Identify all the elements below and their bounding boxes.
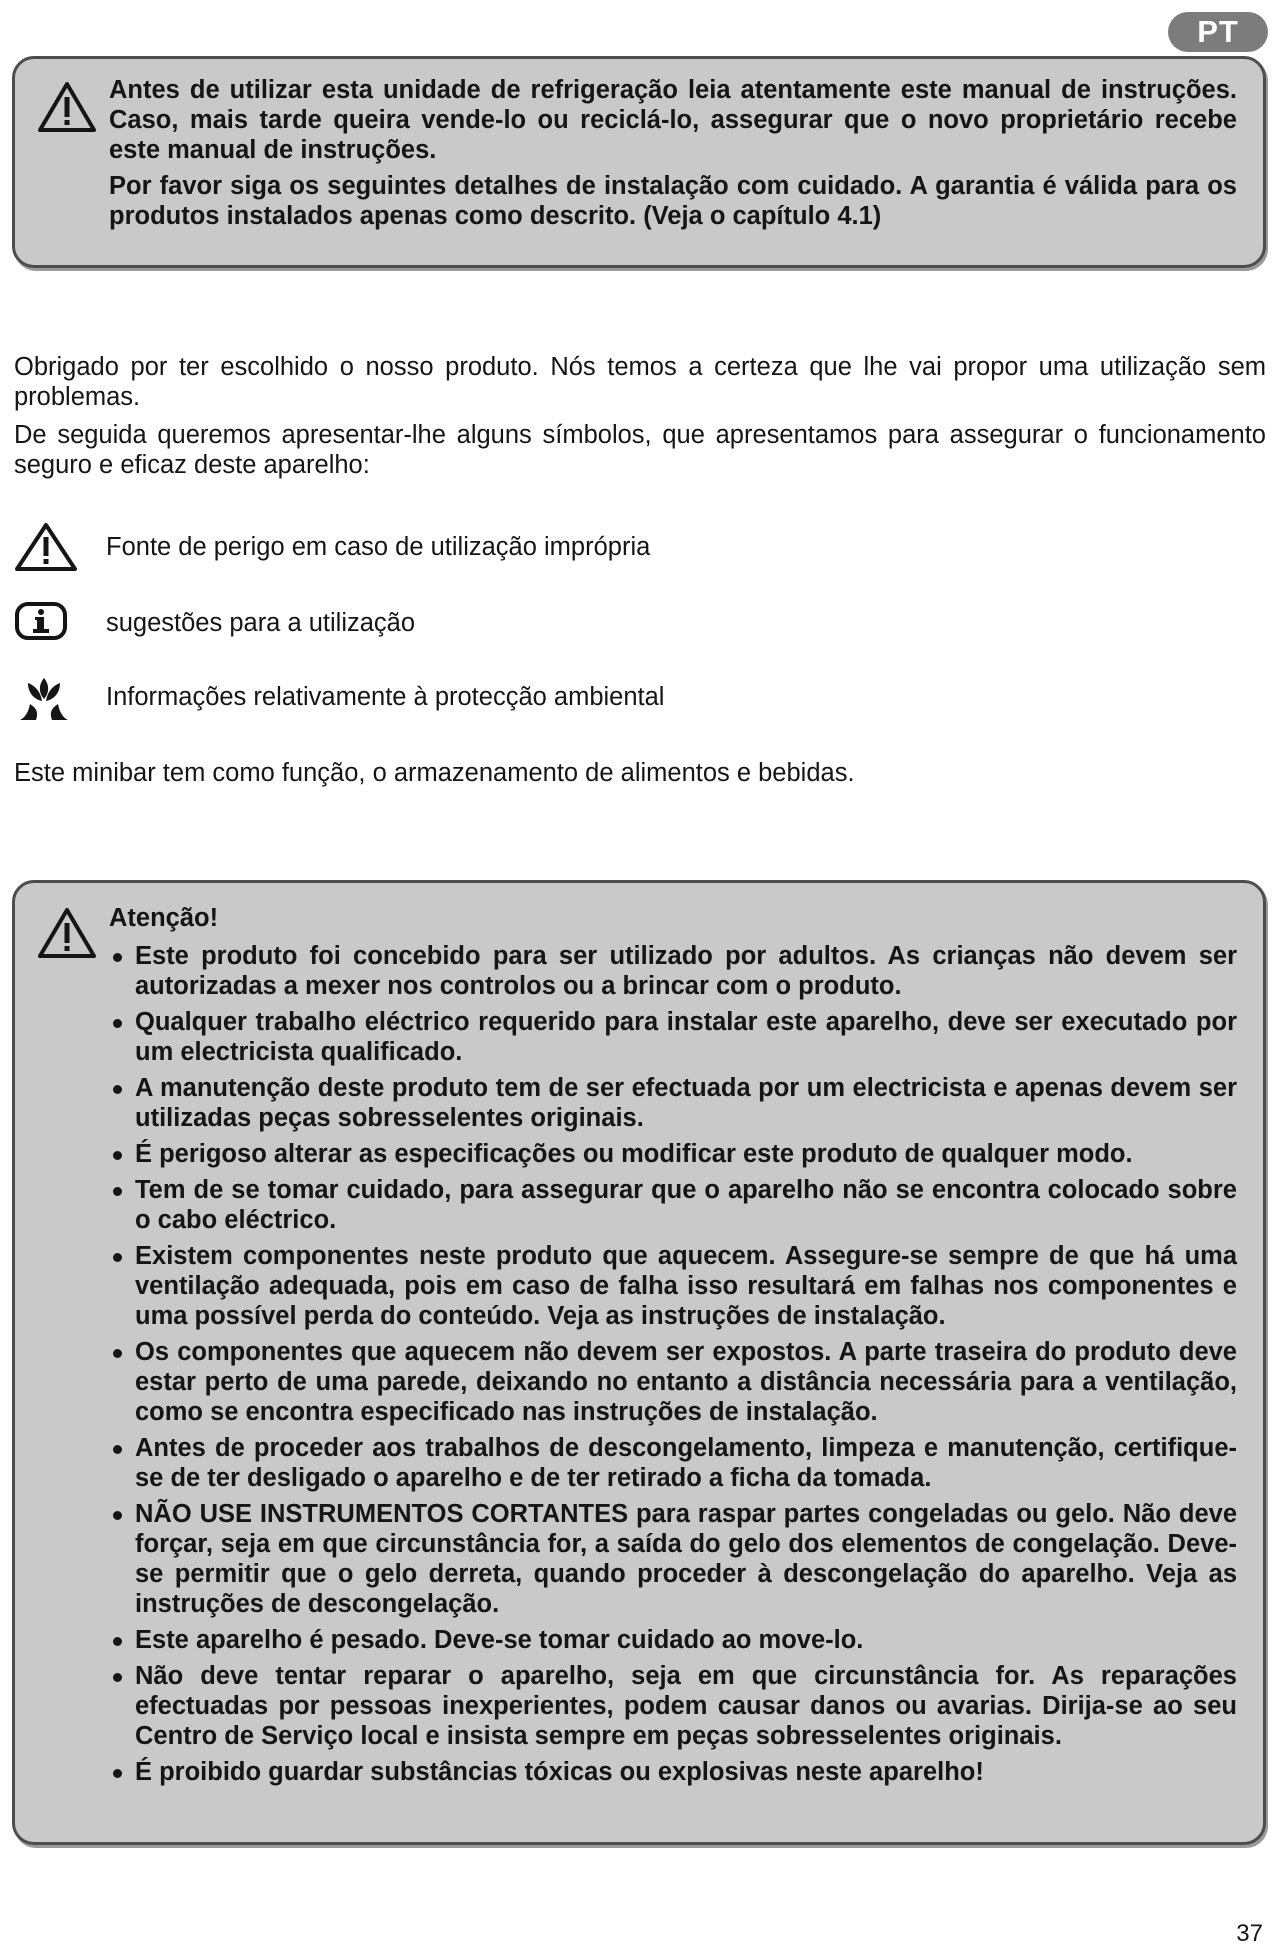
symbol-label: sugestões para a utilização — [106, 609, 416, 637]
warning-triangle-icon — [14, 522, 78, 572]
symbol-label: Informações relativamente à protecção ambiental — [106, 683, 665, 711]
attention-title: Atenção! — [109, 904, 219, 932]
warning-item: Antes de proceder aos trabalhos de descongelamento, limpeza e manutenção, certifique-se de ter desligado o aparelho e de ter retirado a ficha da tomada. — [109, 1433, 1237, 1493]
page-number: 37 — [1236, 1920, 1263, 1947]
notice-paragraph: Antes de utilizar esta unidade de refrigeração leia atentamente este manual de instruções. Caso, mais tarde queira vende-lo ou reciclá-lo, assegurar que o novo proprietário recebe este manual de instruções. — [109, 76, 1237, 164]
warning-item: Qualquer trabalho eléctrico requerido para instalar este aparelho, deve ser executado por um electricista qualificado. — [109, 1007, 1237, 1067]
notice-box — [12, 56, 1266, 268]
purpose-text: Este minibar tem como função, o armazenamento de alimentos e bebidas. — [14, 759, 855, 787]
symbol-label: Fonte de perigo em caso de utilização imprópria — [106, 533, 651, 561]
intro-paragraph: De seguida queremos apresentar-lhe alguns símbolos, que apresentamos para assegurar o funcionamento seguro e eficaz deste aparelho: — [14, 421, 1266, 479]
warning-item: Existem componentes neste produto que aquecem. Assegure-se sempre de que há uma ventilação adequada, pois em caso de falha isso resultará em falhas nos componentes e uma possível perda do conteúdo. Veja as instruções de instalação. — [109, 1241, 1237, 1331]
environment-icon — [14, 672, 74, 726]
warning-triangle-icon — [37, 907, 97, 959]
language-badge: PT — [1168, 12, 1268, 52]
attention-box — [12, 880, 1266, 1845]
warning-item: Este aparelho é pesado. Deve-se tomar cuidado ao move-lo. — [109, 1625, 1237, 1655]
warning-item: É proibido guardar substâncias tóxicas ou explosivas neste aparelho! — [109, 1757, 1237, 1787]
warning-list — [109, 941, 1237, 1787]
warning-triangle-icon — [37, 81, 97, 133]
symbol-row-info — [14, 598, 1214, 654]
symbol-row-danger — [14, 522, 1214, 578]
warning-item: Não deve tentar reparar o aparelho, seja em que circunstância for. As reparações efectuadas por pessoas inexperientes, podem causar danos ou avarias. Dirija-se ao seu Centro de Serviço local e insista sempre em peças sobresselentes originais. — [109, 1661, 1237, 1751]
warning-item: NÃO USE INSTRUMENTOS CORTANTES para raspar partes congeladas ou gelo. Não deve forçar, seja em que circunstância for, a saída do gelo dos elementos de congelação. Deve-se permitir que o gelo derreta, quando proceder à descongelação do aparelho. Veja as instruções de descongelação. — [109, 1499, 1237, 1619]
warning-item: A manutenção deste produto tem de ser efectuada por um electricista e apenas devem ser utilizadas peças sobresselentes originais. — [109, 1073, 1237, 1133]
intro-text — [14, 352, 1266, 488]
warning-item: Este produto foi concebido para ser utilizado por adultos. As crianças não devem ser autorizadas a mexer nos controlos ou a brincar com o produto. — [109, 941, 1237, 1001]
notice-paragraph: Por favor siga os seguintes detalhes de instalação com cuidado. A garantia é válida para os produtos instalados apenas como descrito. (Veja o capítulo 4.1) — [109, 172, 1237, 230]
warning-item: Tem de se tomar cuidado, para assegurar que o aparelho não se encontra colocado sobre o cabo eléctrico. — [109, 1175, 1237, 1235]
warning-item: Os componentes que aquecem não devem ser expostos. A parte traseira do produto deve estar perto de uma parede, deixando no entanto a distância necessária para a ventilação, como se encontra especificado nas instruções de instalação. — [109, 1337, 1237, 1427]
info-icon — [14, 598, 68, 644]
symbol-row-environment — [14, 672, 1214, 728]
intro-paragraph: Obrigado por ter escolhido o nosso produto. Nós temos a certeza que lhe vai propor uma utilização sem problemas. — [14, 353, 1266, 411]
warning-item: É perigoso alterar as especificações ou modificar este produto de qualquer modo. — [109, 1139, 1237, 1169]
